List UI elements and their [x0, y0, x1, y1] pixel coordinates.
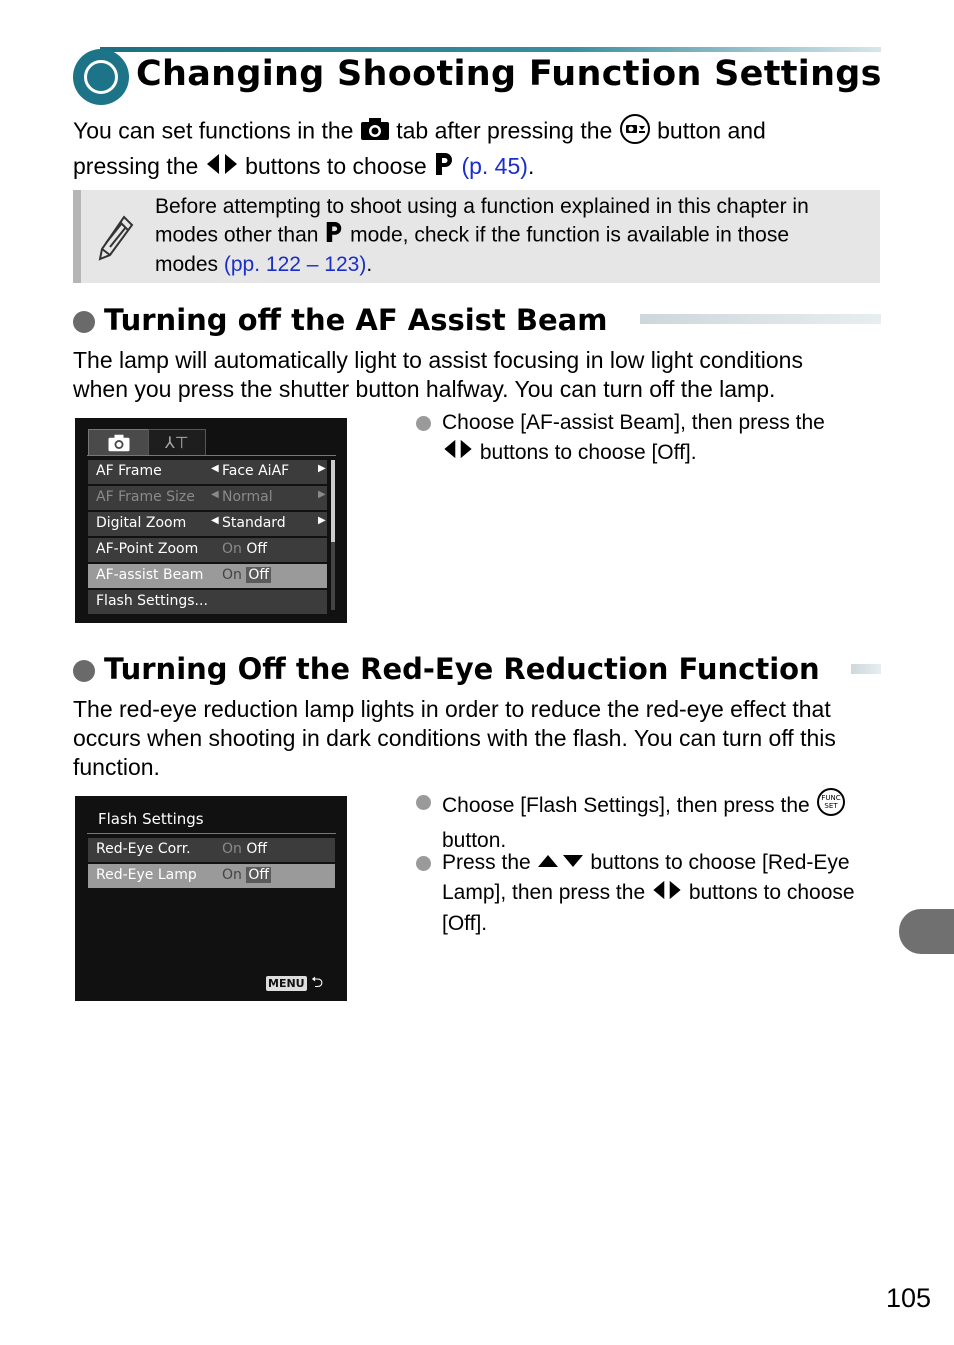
page-title: Changing Shooting Function Settings [136, 54, 882, 94]
menu-row[interactable]: AF Frame ◀ Face AiAF ▶ [88, 460, 327, 484]
note-text: Before attempting to shoot using a function explained in this chapter in modes other than mode, check if the function is available in those modes (pp. 122 – 123). [155, 195, 809, 276]
section2-step1: Choose [Flash Settings], then press the FUNC SET button. [442, 787, 846, 856]
section1-paragraph: The lamp will automatically light to assist focusing in low light conditions when you press the shutter button halfway. You can turn off the lamp. [73, 347, 803, 402]
func-set-button-icon [619, 113, 651, 152]
camera-icon [107, 434, 131, 452]
section1-step: Choose [AF-assist Beam], then press the buttons to choose [Off]. [442, 408, 825, 468]
settings-tools-icon: ⅄⊤ [165, 433, 189, 452]
screen-header: Flash Settings [98, 810, 204, 828]
svg-text:SET: SET [823, 802, 838, 810]
step-bullet-icon [416, 416, 431, 431]
intro-paragraph: You can set functions in the tab after pressing the button and pressing the buttons to choose (p. 45). [73, 113, 766, 183]
scrollbar-thumb[interactable] [331, 460, 335, 542]
step-bullet-icon [416, 795, 431, 810]
menu-row[interactable]: Red-Eye Corr. On Off [88, 838, 335, 862]
menu-row-selected[interactable]: AF-assist Beam On Off [88, 564, 327, 588]
left-right-arrows-icon [205, 153, 239, 182]
section-heading-red-eye: Turning Off the Red-Eye Reduction Function [104, 652, 820, 686]
section-heading-af-assist: Turning off the AF Assist Beam [104, 303, 608, 337]
p-mode-icon [324, 221, 344, 251]
menu-return-icon[interactable]: MENU ⮌ [268, 973, 324, 991]
up-down-arrows-icon [537, 848, 585, 878]
chapter-circle-icon [73, 49, 129, 105]
left-right-arrows-icon [442, 438, 474, 468]
pencil-note-icon [96, 213, 136, 268]
camera-icon [360, 117, 390, 148]
section-bullet-icon [73, 660, 95, 682]
page-number: 105 [886, 1283, 932, 1313]
section2-step2: Press the buttons to choose [Red-Eye Lamp], then press the buttons to choose [Off]. [442, 848, 855, 939]
page-ref-link[interactable]: (pp. 122 – 123) [223, 253, 367, 276]
section-rule [851, 664, 881, 674]
step-bullet-icon [416, 856, 431, 871]
p-mode-icon [433, 152, 455, 183]
camera-menu-screen [75, 418, 347, 623]
section-bullet-icon [73, 311, 95, 333]
title-rule [100, 47, 881, 52]
func-set-button-icon [816, 787, 846, 826]
section2-paragraph: The red-eye reduction lamp lights in order to reduce the red-eye effect that occurs when shooting in dark conditions with the flash. You can turn off this function. [73, 696, 836, 780]
menu-row[interactable]: AF-Point Zoom On Off [88, 538, 327, 562]
tab-camera[interactable] [88, 429, 150, 456]
flash-settings-screen [75, 796, 347, 1001]
menu-row[interactable]: AF Frame Size ◀ Normal ▶ [88, 486, 327, 510]
section-rule [640, 314, 881, 324]
note-bar [73, 190, 81, 283]
left-right-arrows-icon [651, 879, 683, 909]
chapter-side-tab [899, 909, 954, 954]
menu-row-selected[interactable]: Red-Eye Lamp On Off [88, 864, 335, 888]
page-ref-link[interactable]: (p. 45) [461, 153, 528, 179]
menu-row[interactable]: Digital Zoom ◀ Standard ▶ [88, 512, 327, 536]
menu-row[interactable]: Flash Settings... [88, 590, 327, 614]
tab-settings[interactable] [148, 429, 206, 456]
svg-text:FUNC: FUNC [820, 794, 841, 802]
